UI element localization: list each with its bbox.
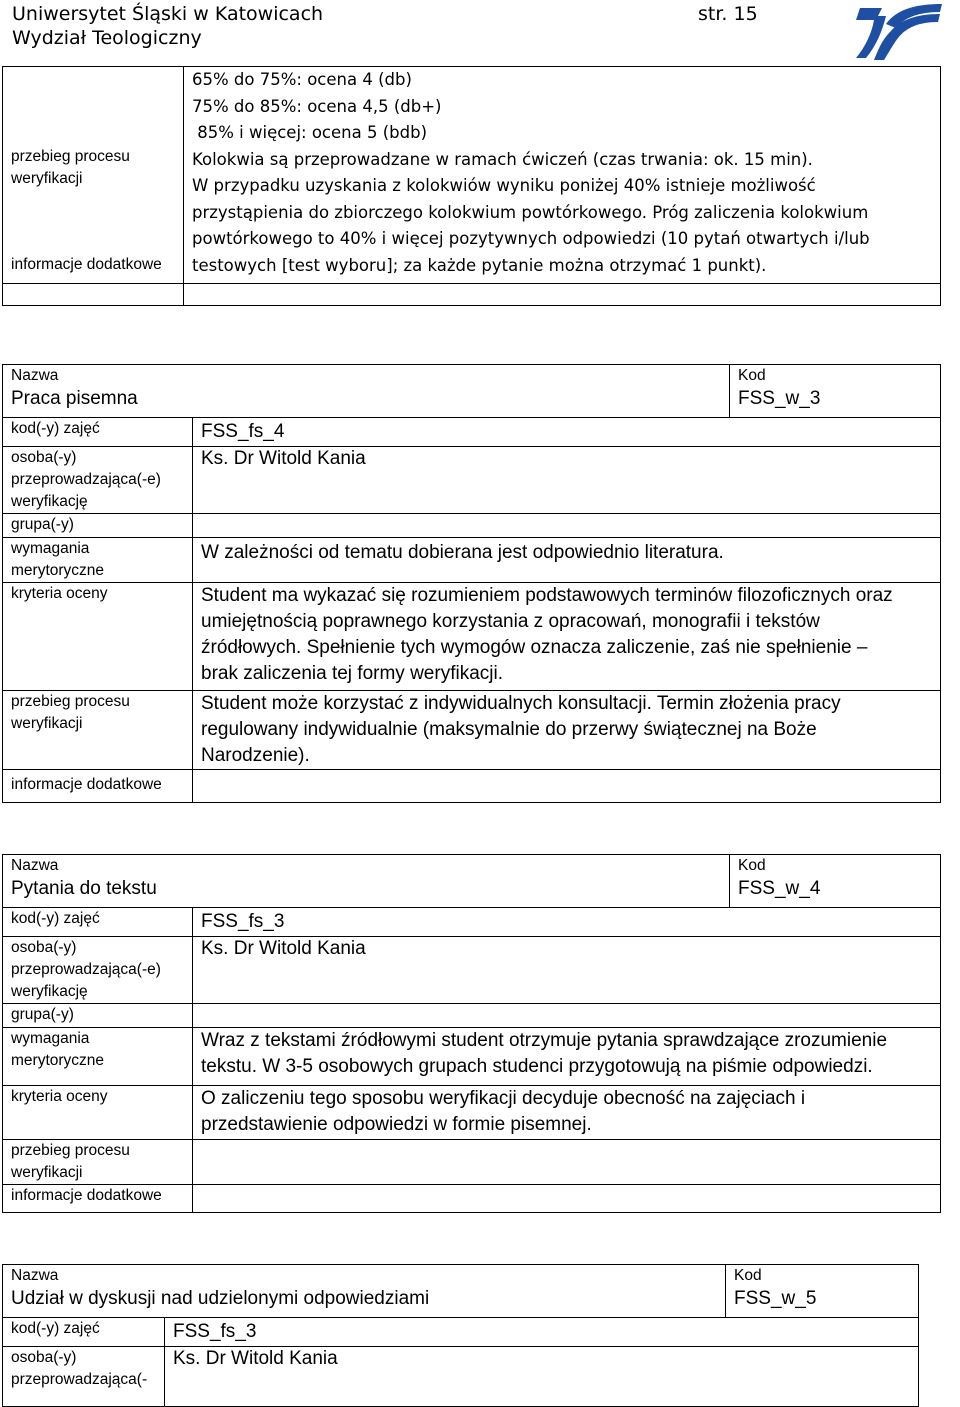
- info-label: informacje dodatkowe: [11, 776, 162, 793]
- person-label: osoba(-y): [11, 1349, 77, 1366]
- person-value: Ks. Dr Witold Kania: [201, 448, 366, 469]
- page-header: [0, 0, 960, 64]
- grade-line: 65% do 75%: ocena 4 (db): [192, 70, 412, 89]
- code-label: Kod: [738, 857, 766, 874]
- code-label: Kod: [734, 1267, 762, 1284]
- requirements-value: Wraz z tekstami źródłowymi student otrzymuje pytania sprawdzające zrozumienie tekstu. W 3-5 osobowych grupach studenci przygotowują na piśmie odpowiedzi.: [201, 1030, 888, 1077]
- process-label: przebieg procesu: [11, 693, 130, 710]
- colloquium-info: przystąpienia do zbiorczego kolokwium powtórkowego. Próg zaliczenia kolokwium: [192, 202, 869, 222]
- name-label: Nazwa: [11, 1267, 59, 1284]
- colloquium-info: powtórkowego to 40% i więcej pozytywnych odpowiedzi (10 pytań otwartych i/lub: [192, 229, 870, 248]
- grade-line: 75% do 85%: ocena 4,5 (db+): [192, 96, 442, 116]
- method-name: Praca pisemna: [11, 388, 138, 409]
- name-label: Nazwa: [11, 367, 59, 384]
- colloquium-info: Kolokwia są przeprowadzane w ramach ćwiczeń (czas trwania: ok. 15 min).: [192, 149, 813, 169]
- class-code-label: kod(-y) zajęć: [11, 1320, 100, 1337]
- method-code: FSS_w_4: [738, 878, 821, 899]
- page-number: str. 15: [698, 3, 758, 25]
- university-logo-icon: [852, 2, 944, 62]
- person-label: osoba(-y): [11, 939, 77, 956]
- label-cell: przebieg procesu weryfikacji informacje dodatkowe: [3, 67, 184, 284]
- info-label: informacje dodatkowe: [11, 1187, 162, 1204]
- code-cell: [730, 365, 941, 418]
- verification-table-pytania: Nazwa Pytania do tekstu Kod FSS_w_4 kod(-y) zajęć FSS_fs_3 osoba(-y) przeprowadzająca(-e) weryfikację Ks. Dr Witold Kania grupa(-y) wymagania merytoryczne Wraz z tekstami źródłowymi student otrzymuje pytania sprawdzające zrozumienie tekstu. W 3-5 osobowych grupach studenci przygotowują na piśmie odpowiedzi. kryteria oceny O zaliczeniu tego sposobu weryfikacji decyduje obecność na zajęciach i przedstawienie odpowiedzi w formie pisemnej. przebieg procesu weryfikacji informacje dodatkowe: [2, 854, 941, 1213]
- criteria-label: kryteria oceny: [11, 1088, 108, 1105]
- method-code: FSS_w_3: [738, 388, 821, 409]
- method-code: FSS_w_5: [734, 1288, 817, 1309]
- name-label: Nazwa: [11, 857, 59, 874]
- code-label: Kod: [738, 367, 766, 384]
- criteria-value: Student ma wykazać się rozumieniem podstawowych terminów filozoficznych oraz umiejętnością poprawnego korzystania z opracowań, monografii i tekstów źródłowych. Spełnienie tych wymogów oznacza zaliczenie, zaś nie spełnienie – brak zaliczenia tej formy weryfikacji.: [201, 585, 893, 684]
- colloquium-info: testowych [test wyboru]; za każde pytanie można otrzymać 1 punkt).: [192, 255, 767, 275]
- group-label: grupa(-y): [11, 516, 74, 533]
- process-label: przebieg procesu: [11, 1142, 130, 1159]
- person-label: osoba(-y): [11, 449, 77, 466]
- faculty-name: Wydział Teologiczny: [12, 27, 202, 49]
- label-process-verification: przebieg procesu: [11, 148, 130, 165]
- class-code-value: FSS_fs_3: [201, 911, 285, 932]
- content-cell: [184, 67, 941, 284]
- group-label: grupa(-y): [11, 1006, 74, 1023]
- person-value: Ks. Dr Witold Kania: [201, 938, 366, 959]
- process-value: Student może korzystać z indywidualnych konsultacji. Termin złożenia pracy regulowany indywidualnie (maksymalnie do przerwy świątecznej na Boże Narodzenie).: [201, 693, 841, 766]
- verification-table-continued: [2, 66, 941, 306]
- name-cell: [3, 365, 730, 418]
- requirements-label: wymagania: [11, 1030, 90, 1047]
- verification-table-udzial: Nazwa Udział w dyskusji nad udzielonymi odpowiedziami Kod FSS_w_5 kod(-y) zajęć FSS_fs_3 osoba(-y) przeprowadzająca(- Ks. Dr Witold Kania: [2, 1264, 919, 1407]
- method-name: Udział w dyskusji nad udzielonymi odpowiedziami: [11, 1288, 430, 1309]
- criteria-label: kryteria oceny: [11, 585, 108, 602]
- university-name: Uniwersytet Śląski w Katowicach: [12, 3, 324, 25]
- class-code-value: FSS_fs_3: [173, 1321, 257, 1342]
- requirements-label: wymagania: [11, 540, 90, 557]
- person-value: Ks. Dr Witold Kania: [173, 1348, 338, 1369]
- method-name: Pytania do tekstu: [11, 878, 157, 899]
- label-additional-info: informacje dodatkowe: [11, 256, 162, 273]
- class-code-label: kod(-y) zajęć: [11, 420, 100, 437]
- class-code-value: FSS_fs_4: [201, 421, 285, 442]
- verification-table-praca-pisemna: Nazwa Praca pisemna Kod FSS_w_3 kod(-y) zajęć FSS_fs_4 osoba(-y) przeprowadzająca(-e) weryfikację Ks. Dr Witold Kania grupa(-y) wymagania merytoryczne W zależności od tematu dobierana jest odpowiednio literatura. kryteria oceny Student ma wykazać się rozumieniem podstawowych terminów filozoficznych oraz umiejętnością poprawnego korzystania z opracowań, monografii i tekstów źródłowych. Spełnienie tych wymogów oznacza zaliczenie, zaś nie spełnienie – brak zaliczenia tej formy weryfikacji. przebieg procesu weryfikacji Student może korzystać z indywidualnych konsultacji. Termin złożenia pracy regulowany indywidualnie (maksymalnie do przerwy świątecznej na Boże Narodzenie). informacje dodatkowe: [2, 364, 941, 803]
- grade-line: 85% i więcej: ocena 5 (bdb): [192, 123, 428, 142]
- criteria-value: O zaliczeniu tego sposobu weryfikacji decyduje obecność na zajęciach i przedstawienie odpowiedzi w formie pisemnej.: [201, 1088, 806, 1135]
- requirements-value: W zależności od tematu dobierana jest odpowiednio literatura.: [201, 542, 724, 563]
- colloquium-info: W przypadku uzyskania z kolokwiów wyniku poniżej 40% istnieje możliwość: [192, 176, 816, 195]
- class-code-label: kod(-y) zajęć: [11, 910, 100, 927]
